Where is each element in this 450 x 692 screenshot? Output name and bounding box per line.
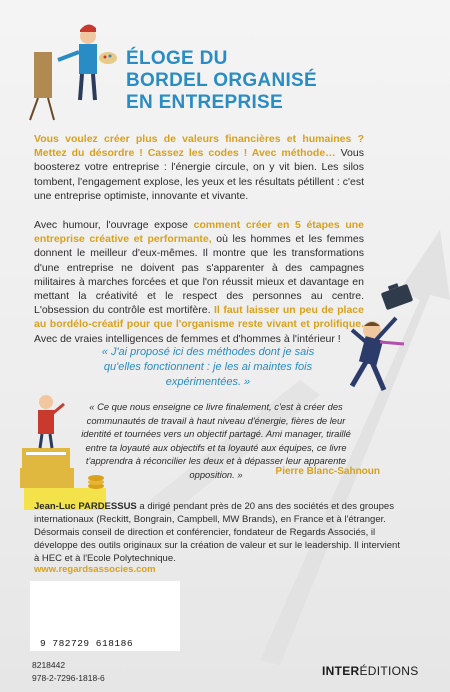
summary-text-2: où les hommes et les femmes donnent le meilleur d'eux-mêmes. Il montre que les transformations d'une entreprise ne doivent pas s'apparenter à des campagnes militaires à marches forcées et que l'on réussit mieux et davantage en mettant la créativité et le respect des personnes au centre. L'obsession du contrôle est mortifère. <box>34 233 364 317</box>
barcode-number: 9 782729 618186 <box>40 638 134 649</box>
summary-text-3: Avec de vraies intelligences de femmes et d'hommes à l'intérieur ! <box>34 332 341 345</box>
title-line-2: BORDEL ORGANISÉ <box>126 70 318 91</box>
author-name: Jean-Luc PARDESSUS <box>34 501 137 512</box>
title-line-1: ÉLOGE DU <box>126 48 228 69</box>
painter-illustration <box>30 24 117 120</box>
summary-highlight-1: comment créer en 5 étapes une entreprise créative et performante, <box>34 219 365 246</box>
testimonial-quote: « Ce que nous enseigne ce livre finalement, c'est à créer des communautés de travail à haut niveau d'énergie, fières de leur identité et tournées vers un objectif partagé. Ami manager, tiraillé entre ta loyauté aux objectifs et ta loyauté aux équipes, ce livre t'apprendra à réconcilier les deux et à dépasser leur apparente opposition. » <box>81 401 351 480</box>
publisher-name-part2: ÉDITIONS <box>359 664 419 678</box>
author-quote: « J'ai proposé ici des méthodes dont je sais qu'elles fonctionnent : je les ai maintes fois expérimentées. » <box>101 346 315 388</box>
author-bio-text: a dirigé pendant près de 20 ans des sociétés et des groupes internationaux (Reckitt, Bongrain, Campbell, MW Brands), en France et à l'étranger. Désormais conseil de direction et conférencier, fondateur de Regards Associés, il développe des outils originaux sur la création de valeur et sur le leadership. Il intervient à HEC et à l'Ecole Polytechnique. <box>34 501 400 564</box>
book-title <box>126 48 317 114</box>
author-bio <box>34 500 404 565</box>
summary-highlight-2: Il faut laisser un peu de place au bordélo-créatif pour que l'organisme reste vivant et prolifique. <box>34 304 364 331</box>
intro-paragraph <box>34 132 364 203</box>
intro-text: Vous boosterez votre entreprise : l'énergie circule, on y vit bien. Les silos tombent, l'engagement explose, les yeux et les résultats pétillent : c'est une entreprise optimiste, innovante et vivante. <box>34 147 364 202</box>
testimonial-author: Pierre Blanc-Sahnoun <box>275 466 380 477</box>
isbn-code: 978-2-7296-1818-6 <box>32 673 105 683</box>
summary-text-1: Avec humour, l'ouvrage expose <box>34 219 194 231</box>
reference-code: 8218442 <box>32 660 66 670</box>
publisher-name-part1: INTER <box>322 664 360 678</box>
summary-paragraph <box>34 218 364 346</box>
intro-highlight: Vous voulez créer plus de valeurs financières et humaines ? Mettez du désordre ! Cassez les codes ! Avec méthode… <box>34 133 364 160</box>
publisher-logo <box>322 664 419 678</box>
title-line-3: EN ENTREPRISE <box>126 92 283 113</box>
author-website: www.regardsassocies.com <box>34 564 156 575</box>
